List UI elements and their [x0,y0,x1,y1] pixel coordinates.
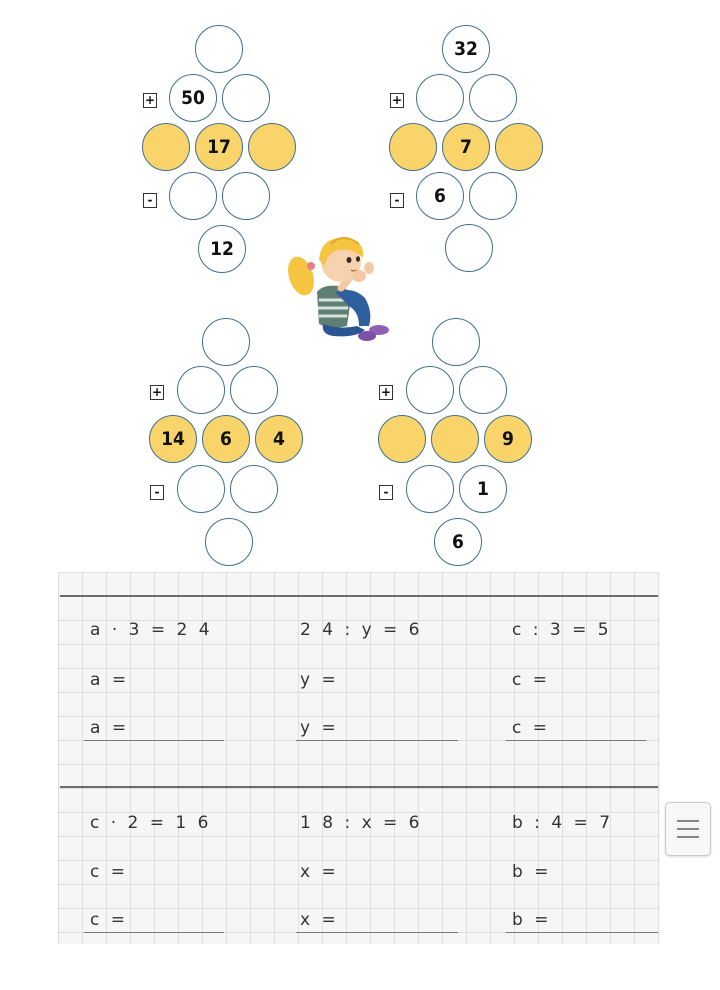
puzzle-1-middle-circle-left[interactable] [142,123,190,171]
hamburger-menu-icon[interactable] [665,802,711,856]
minus-sign: - [379,485,393,500]
answer-underline [296,740,458,741]
answer-step-b[interactable]: b = [512,862,552,882]
minus-sign: - [143,193,157,208]
minus-sign: - [390,193,404,208]
puzzle-4-minus-circle-left[interactable] [406,465,454,513]
answer-final-c[interactable]: c = [512,718,550,738]
equation-b: b : 4 = 7 [512,813,614,833]
minus-sign: - [150,485,164,500]
puzzle-3-top-circle[interactable] [202,318,250,366]
answer-underline [84,932,224,933]
answer-final-y[interactable]: y = [300,718,339,738]
answer-underline [506,932,658,933]
section-divider [60,595,658,597]
puzzle-4-bottom-circle[interactable]: 6 [434,518,482,566]
answer-final-a[interactable]: a = [90,718,130,738]
answer-final-c2[interactable]: c = [90,910,128,930]
answer-underline [84,740,224,741]
puzzle-1-minus-circle-right[interactable] [222,172,270,220]
equation-a: a · 3 = 2 4 [90,620,213,640]
answer-step-c[interactable]: c = [512,670,550,690]
puzzle-1-plus-circle-left[interactable]: 50 [169,74,217,122]
puzzle-3-minus-circle-right[interactable] [230,465,278,513]
puzzle-3-plus-circle-left[interactable] [177,366,225,414]
plus-sign: + [380,385,392,399]
puzzle-2-plus-circle-left[interactable] [416,74,464,122]
puzzle-1-plus-circle-right[interactable] [222,74,270,122]
answer-underline [506,740,646,741]
menu-bar [677,820,699,822]
puzzle-3-plus-circle-right[interactable] [230,366,278,414]
puzzle-4-middle-circle-left[interactable] [378,415,426,463]
thinking-girl-illustration [283,226,395,348]
puzzle-1-minus-circle-left[interactable] [169,172,217,220]
puzzle-3-middle-circle-center[interactable]: 6 [202,415,250,463]
section-divider [60,786,658,788]
answer-step-c2[interactable]: c = [90,862,128,882]
puzzle-4-middle-circle-right[interactable]: 9 [484,415,532,463]
puzzle-2-middle-circle-center[interactable]: 7 [442,123,490,171]
puzzle-4-minus-circle-right[interactable]: 1 [459,465,507,513]
plus-sign: + [391,93,403,107]
answer-final-b[interactable]: b = [512,910,552,930]
puzzle-2-bottom-circle[interactable] [445,224,493,272]
answer-final-x[interactable]: x = [300,910,339,930]
answer-step-a[interactable]: a = [90,670,130,690]
puzzle-3-middle-circle-left[interactable]: 14 [149,415,197,463]
puzzle-1-bottom-circle[interactable]: 12 [198,225,246,273]
plus-sign: + [144,93,156,107]
puzzle-3-bottom-circle[interactable] [205,518,253,566]
puzzle-1-middle-circle-center[interactable]: 17 [195,123,243,171]
equation-c2: c · 2 = 1 6 [90,813,212,833]
equation-c: c : 3 = 5 [512,620,612,640]
puzzle-3-minus-circle-left[interactable] [177,465,225,513]
puzzle-4-middle-circle-center[interactable] [431,415,479,463]
menu-bar [677,828,699,830]
answer-step-x[interactable]: x = [300,862,339,882]
puzzle-4-plus-circle-left[interactable] [406,366,454,414]
answer-underline [296,932,458,933]
equation-y: 2 4 : y = 6 [300,620,423,640]
menu-bar [677,836,699,838]
puzzle-1-top-circle[interactable] [195,25,243,73]
puzzle-1-middle-circle-right[interactable] [248,123,296,171]
puzzle-2-middle-circle-left[interactable] [389,123,437,171]
puzzle-3-middle-circle-right[interactable]: 4 [255,415,303,463]
puzzle-2-top-circle[interactable]: 32 [442,25,490,73]
puzzle-2-plus-circle-right[interactable] [469,74,517,122]
plus-sign: + [151,385,163,399]
puzzle-2-minus-circle-left[interactable]: 6 [416,172,464,220]
puzzle-4-top-circle[interactable] [432,318,480,366]
puzzle-2-minus-circle-right[interactable] [469,172,517,220]
puzzle-4-plus-circle-right[interactable] [459,366,507,414]
answer-step-y[interactable]: y = [300,670,339,690]
puzzle-2-middle-circle-right[interactable] [495,123,543,171]
equation-x: 1 8 : x = 6 [300,813,423,833]
